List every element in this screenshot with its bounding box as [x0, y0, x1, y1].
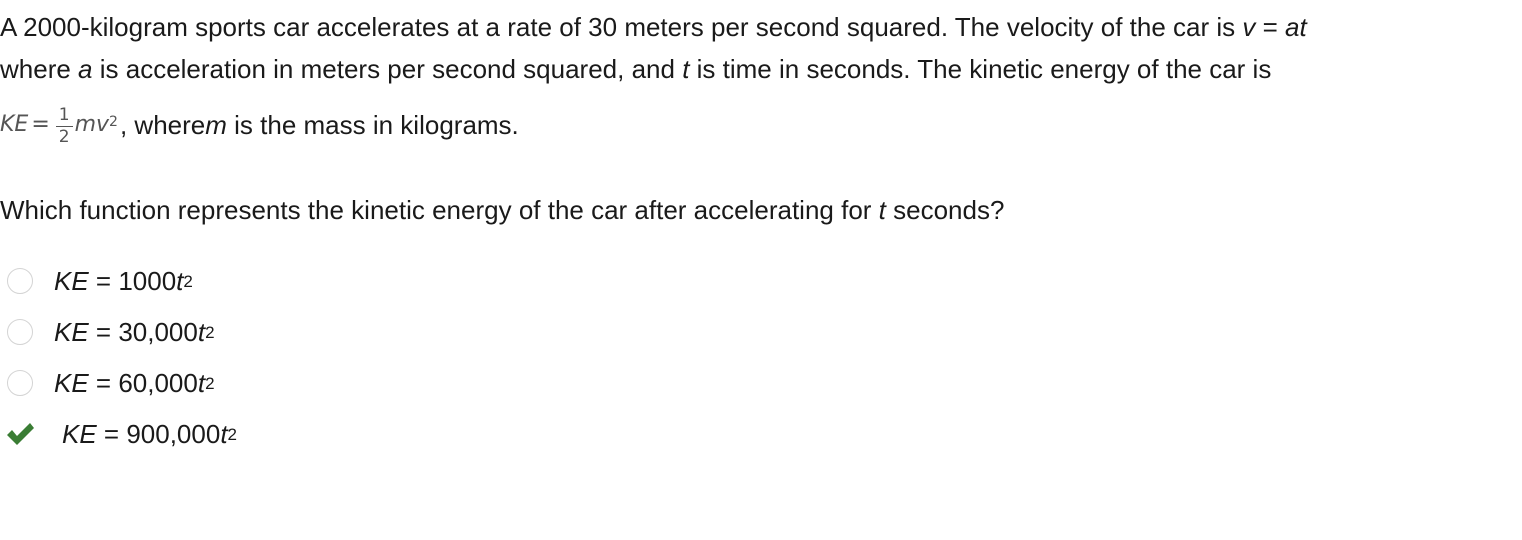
problem-text: , where: [119, 110, 206, 140]
answer-option[interactable]: [0, 362, 400, 413]
option-coefficient: 1000: [118, 266, 177, 296]
option-label: [54, 362, 215, 408]
option-lhs: KE: [54, 266, 89, 296]
problem-line-1: [0, 6, 1522, 48]
option-coefficient: 30,000: [118, 317, 198, 347]
problem-line-3: [0, 92, 1522, 158]
option-equals: =: [96, 419, 127, 449]
variable-t: t: [682, 54, 690, 84]
kinetic-energy-formula: [0, 104, 118, 146]
problem-text: A 2000-kilogram sports car accelerates at a rate of 30 meters per second squared. The velocity of the car is: [0, 12, 1243, 42]
answer-option[interactable]: [0, 260, 400, 311]
answer-option-correct[interactable]: [0, 413, 400, 464]
formula-rhs: mv: [74, 112, 110, 137]
option-coefficient: 60,000: [118, 368, 198, 398]
option-coefficient: 900,000: [126, 419, 221, 449]
option-equals: =: [88, 317, 119, 347]
option-equals: =: [88, 368, 119, 398]
option-label: [62, 413, 237, 459]
variable-t: t: [878, 195, 886, 225]
problem-text: where: [0, 54, 79, 84]
radio-button-icon[interactable]: [7, 268, 33, 294]
option-variable: t: [176, 266, 184, 296]
fraction-one-half: [56, 104, 73, 147]
formula-equals: =: [31, 112, 50, 137]
option-exponent: 2: [183, 272, 193, 291]
question-prompt: [0, 189, 1004, 231]
fraction-denominator: 2: [56, 126, 73, 146]
option-label: [54, 260, 193, 306]
option-lhs: KE: [54, 317, 89, 347]
question-text: seconds?: [885, 195, 1005, 225]
checkmark-icon: [4, 420, 36, 448]
variable-at: at: [1285, 12, 1307, 42]
option-variable: t: [220, 419, 228, 449]
formula-exponent: 2: [109, 114, 118, 130]
question-text: Which function represents the kinetic energy of the car after accelerating for: [0, 195, 879, 225]
option-lhs: KE: [62, 419, 97, 449]
option-equals: =: [88, 266, 119, 296]
problem-text: is the mass in kilograms.: [234, 110, 519, 140]
option-exponent: 2: [205, 323, 215, 342]
option-variable: t: [197, 368, 206, 398]
variable-m: m: [205, 110, 227, 140]
answer-option[interactable]: [0, 311, 400, 362]
option-exponent: 2: [205, 374, 215, 393]
formula-lhs: KE: [0, 112, 29, 137]
answer-options: [0, 260, 400, 464]
option-exponent: 2: [227, 425, 238, 444]
problem-line-2: [0, 48, 1522, 90]
option-variable: t: [197, 317, 206, 347]
variable-v: v: [1242, 12, 1256, 42]
radio-button-icon[interactable]: [7, 370, 33, 396]
radio-button-icon[interactable]: [7, 319, 33, 345]
variable-a: a: [78, 54, 93, 84]
option-lhs: KE: [54, 368, 89, 398]
problem-statement: [0, 6, 1522, 158]
option-label: [54, 311, 215, 357]
problem-text: is time in seconds. The kinetic energy of the car is: [689, 54, 1272, 84]
fraction-numerator: 1: [58, 104, 70, 125]
equals-sign: =: [1255, 12, 1286, 42]
problem-text: is acceleration in meters per second squared, and: [92, 54, 683, 84]
